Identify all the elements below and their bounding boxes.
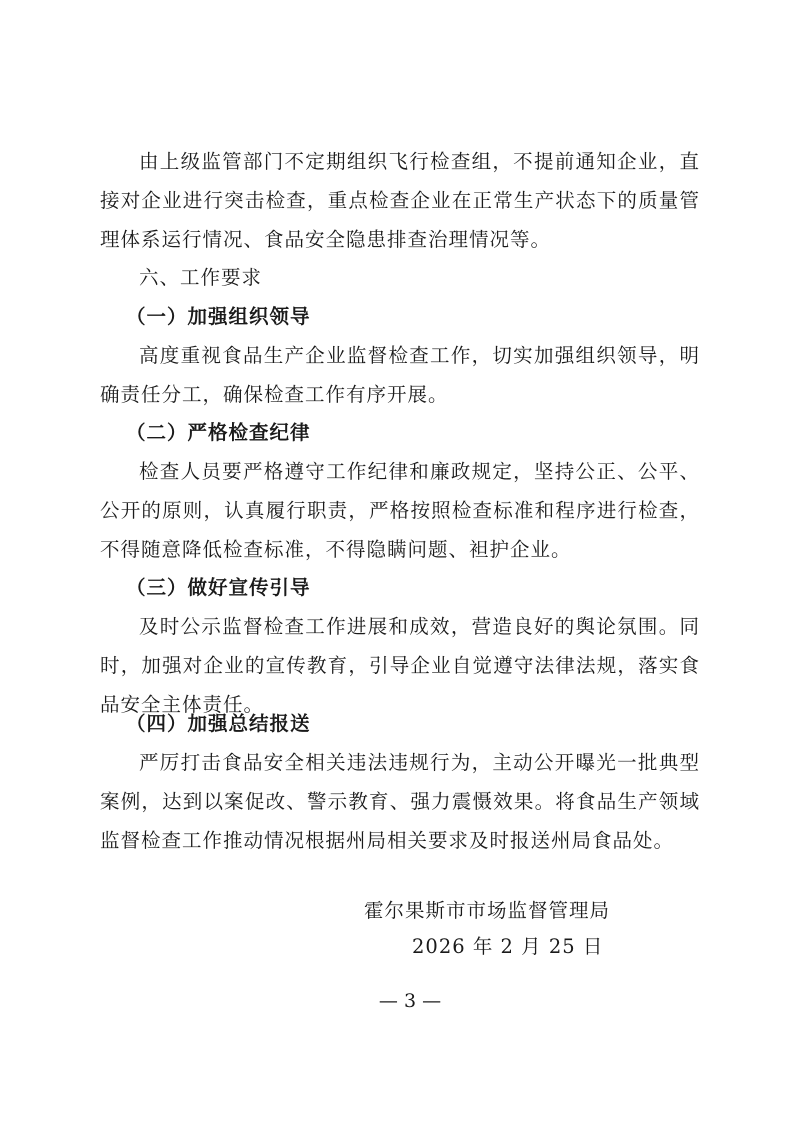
- subsection-title-2: （二）严格检查纪律: [126, 421, 311, 444]
- section-heading: 六、工作要求: [139, 266, 263, 289]
- subsection-body-1: 高度重视食品生产企业监督检查工作，切实加强组织领导，明确责任分工，确保检查工作有序开展。: [100, 344, 700, 406]
- subsection-body-4: 严厉打击食品安全相关违法违规行为，主动公开曝光一批典型案例，达到以案促改、警示教育、强力震慑效果。将食品生产领域监督检查工作推动情况根据州局相关要求及时报送州局食品处。: [100, 751, 700, 852]
- subsection-body-3: 及时公示监督检查工作进展和成效，营造良好的舆论氛围。同时，加强对企业的宣传教育，引导企业自觉遵守法律法规，落实食品安全主体责任。: [100, 615, 700, 716]
- subsection-body-2: 检查人员要严格遵守工作纪律和廉政规定，坚持公正、公平、公开的原则，认真履行职责，严格按照检查标准和程序进行检查，不得随意降低检查标准，不得隐瞒问题、袒护企业。: [100, 460, 700, 561]
- page-number: — 3 —: [378, 990, 442, 1012]
- subsection-title-4: （四）加强总结报送: [126, 712, 311, 735]
- signature-date: 2026 年 2 月 25 日: [412, 935, 604, 958]
- intro-paragraph: 由上级监管部门不定期组织飞行检查组，不提前通知企业，直接对企业进行突击检查，重点检查企业在正常生产状态下的质量管理体系运行情况、食品安全隐患排查治理情况等。: [100, 150, 700, 251]
- signature-organization: 霍尔果斯市市场监督管理局: [364, 899, 611, 922]
- subsection-title-3: （三）做好宣传引导: [126, 576, 311, 599]
- subsection-title-1: （一）加强组织领导: [126, 305, 311, 328]
